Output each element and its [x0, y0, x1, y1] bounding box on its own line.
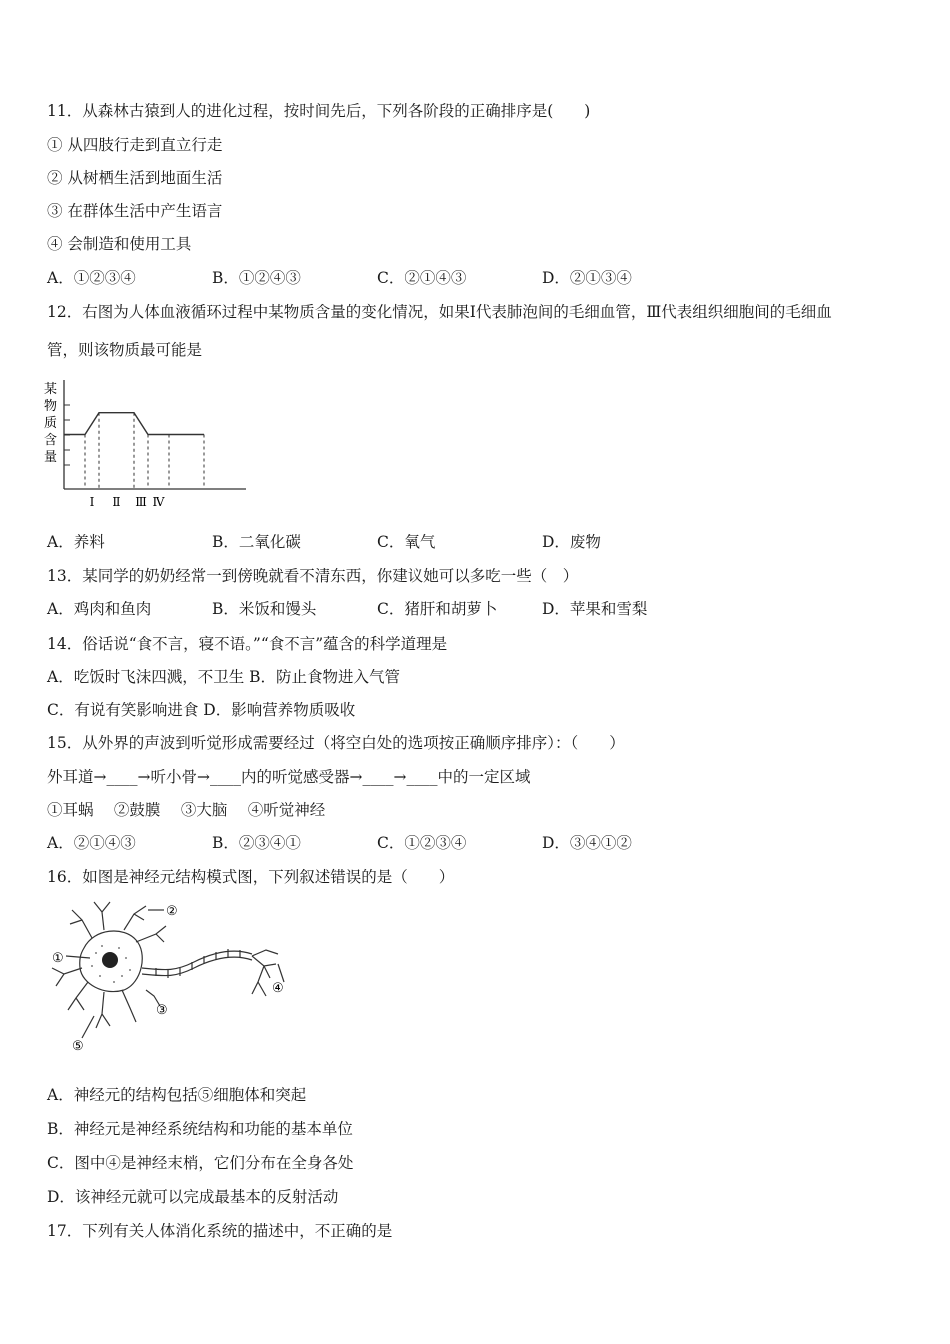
q16-stem: 16．如图是神经元结构模式图，下列叙述错误的是（ ）: [47, 868, 455, 886]
q12-option-a[interactable]: A．养料: [47, 533, 105, 551]
neuron-label-1: ①: [52, 951, 64, 966]
neuron-diagram: [44, 898, 304, 1058]
neuron-label-3: ③: [156, 1003, 168, 1018]
neuron-label-4: ④: [272, 981, 284, 996]
q15-stem: 15．从外界的声波到听觉形成需要经过（将空白处的选项按正确顺序排序）：（ ）: [47, 734, 625, 752]
q16-option-a[interactable]: A．神经元的结构包括⑤细胞体和突起: [47, 1086, 307, 1104]
ylabel-char-2: 物: [44, 399, 58, 414]
neuron-label-2: ②: [166, 904, 178, 919]
q11-option-a[interactable]: A．①②③④: [47, 269, 136, 287]
q13-stem: 13．某同学的奶奶经常一到傍晚就看不清东西，你建议她可以多吃一些（ ）: [47, 567, 579, 585]
ylabel-char-4: 含: [44, 433, 58, 448]
x-tick-label: Ⅲ: [135, 495, 147, 509]
ylabel-char-3: 质: [44, 416, 58, 431]
q15-option-b[interactable]: B．②③④①: [212, 834, 301, 852]
neuron-label-5: ⑤: [72, 1039, 84, 1054]
q12-figure: [40, 375, 255, 519]
q12-option-d[interactable]: D．废物: [542, 533, 601, 551]
q15-option-c[interactable]: C．①②③④: [377, 834, 467, 852]
q16-option-b[interactable]: B．神经元是神经系统结构和功能的基本单位: [47, 1120, 353, 1138]
x-tick-label: Ⅱ: [112, 495, 121, 509]
ylabel-char-5: 量: [44, 450, 58, 465]
q11-item-2: ② 从树栖生活到地面生活: [47, 169, 223, 187]
q13-option-b[interactable]: B．米饭和馒头: [212, 600, 317, 618]
q15-flow: 外耳道→____→听小骨→____内的听觉感受器→____→____中的一定区域: [47, 768, 531, 786]
substance-content-chart: [40, 375, 255, 515]
q11-option-d[interactable]: D．②①③④: [542, 269, 632, 287]
x-tick-label: Ⅰ: [89, 495, 95, 509]
q12-stem-line1: 12．右图为人体血液循环过程中某物质含量的变化情况，如果Ⅰ代表肺泡间的毛细血管，Ⅲ代表组织细胞间的毛细血: [47, 303, 832, 321]
q14-stem: 14．俗话说“食不言，寝不语。”“食不言”蕴含的科学道理是: [47, 635, 448, 653]
q11-item-4: ④ 会制造和使用工具: [47, 235, 192, 253]
q16-option-c[interactable]: C．图中④是神经末梢，它们分布在全身各处: [47, 1154, 354, 1172]
q15-items: ①耳蜗 ②鼓膜 ③大脑 ④听觉神经: [47, 801, 326, 819]
q12-option-b[interactable]: B．二氧化碳: [212, 533, 301, 551]
q12-stem-line2: 管，则该物质最可能是: [47, 341, 203, 359]
q13-option-c[interactable]: C．猪肝和胡萝卜: [377, 600, 498, 618]
q11-option-c[interactable]: C．②①④③: [377, 269, 467, 287]
nucleus: [102, 952, 118, 968]
q11-item-3: ③ 在群体生活中产生语言: [47, 202, 223, 220]
q14-options-cd[interactable]: C．有说有笑影响进食 D．影响营养物质吸收: [47, 701, 356, 719]
q11-stem: 11．从森林古猿到人的进化过程，按时间先后，下列各阶段的正确排序是( ): [47, 102, 591, 120]
ylabel-char-1: 某: [44, 382, 58, 397]
neuron-figure: [44, 898, 304, 1062]
q12-option-c[interactable]: C．氧气: [377, 533, 436, 551]
x-tick-label: Ⅳ: [152, 495, 165, 509]
q13-option-a[interactable]: A．鸡肉和鱼肉: [47, 600, 152, 618]
q13-option-d[interactable]: D．苹果和雪梨: [542, 600, 648, 618]
q11-option-b[interactable]: B．①②④③: [212, 269, 301, 287]
q17-stem: 17．下列有关人体消化系统的描述中，不正确的是: [47, 1222, 393, 1240]
q16-option-d[interactable]: D．该神经元就可以完成最基本的反射活动: [47, 1188, 339, 1206]
q14-options-ab[interactable]: A．吃饭时飞沫四溅，不卫生 B．防止食物进入气管: [47, 668, 401, 686]
q15-option-a[interactable]: A．②①④③: [47, 834, 136, 852]
q15-option-d[interactable]: D．③④①②: [542, 834, 632, 852]
q11-item-1: ① 从四肢行走到直立行走: [47, 136, 223, 154]
